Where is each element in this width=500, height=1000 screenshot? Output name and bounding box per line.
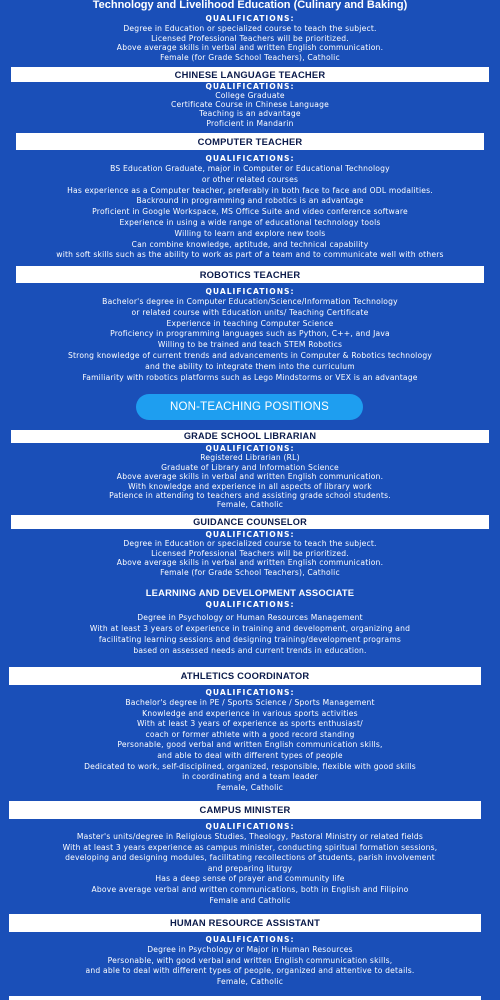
qualification-line: Licensed Professional Teachers will be prioritized. xyxy=(151,548,349,558)
section-tle-qualifications xyxy=(0,14,500,62)
qualification-line: Female, Catholic xyxy=(216,782,284,792)
qualification-line: developing and designing modules, facilitating recollections of students, parish involvement xyxy=(65,853,435,863)
qualification-line: Degree in Psychology or Human Resources Management xyxy=(137,613,363,622)
non-teaching-positions-heading: NON-TEACHING POSITIONS xyxy=(136,394,363,420)
qualification-line: With at least 3 years of experience as sports enthusiast/ xyxy=(137,719,363,729)
qualification-list xyxy=(0,945,500,987)
qualification-line: and able to deal with different types of people xyxy=(157,750,343,760)
qualification-line: BS Education Graduate, major in Computer or Educational Technology xyxy=(110,164,390,173)
qualification-line: coach or former athlete with a good record standing xyxy=(145,729,355,739)
qualification-line: and the ability to integrate them into the curriculum xyxy=(145,361,355,371)
qualification-line: Degree in Education or specialized course to teach the subject. xyxy=(123,24,377,33)
qualification-list xyxy=(0,297,500,383)
qualification-line: and able to deal with different types of people, organized and attentive to details. xyxy=(85,966,415,976)
qualification-line: Patience in attending to teachers and assisting grade school students. xyxy=(109,491,391,501)
qualifications-label: QUALIFICATIONS: xyxy=(205,822,295,831)
qualification-line: Willing to be trained and teach STEM Robotics xyxy=(157,340,343,350)
qualification-list xyxy=(0,698,500,793)
section-librarian-qualifications xyxy=(0,444,500,510)
qualification-line: Proficiency in programming languages such as Python, C++, and Java xyxy=(110,329,390,339)
qualification-line: Dedicated to work, self-disciplined, organized, responsible, flexible with good skills xyxy=(84,761,416,771)
qualifications-label: QUALIFICATIONS: xyxy=(205,935,295,944)
qualification-line: with soft skills such as the ability to work as part of a team and to communicate well with others xyxy=(56,250,444,260)
qualification-line: Licensed Professional Teachers will be prioritized. xyxy=(151,33,349,43)
qualification-line: Has a deep sense of prayer and community life xyxy=(155,874,345,884)
qualification-line: Certificate Course in Chinese Language xyxy=(171,100,329,110)
section-hr-qualifications xyxy=(0,935,500,987)
qualification-line: With at least 3 years of experience in training and development, organizing and xyxy=(89,624,411,633)
qualification-line: Female, Catholic xyxy=(216,976,284,986)
qualification-line: Experience in using a wide range of educational technology tools xyxy=(119,217,381,227)
qualification-line: College Graduate xyxy=(215,91,285,100)
position-header-campus-minister: CAMPUS MINISTER xyxy=(9,801,481,819)
qualifications-label: QUALIFICATIONS: xyxy=(205,530,295,539)
qualification-line: or related course with Education units/ Teaching Certificate xyxy=(131,307,369,317)
qualification-line: Registered Librarian (RL) xyxy=(200,453,300,463)
qualifications-label: QUALIFICATIONS: xyxy=(205,154,295,163)
qualifications-label: QUALIFICATIONS: xyxy=(205,82,295,91)
position-header-athletics-coordinator: ATHLETICS COORDINATOR xyxy=(9,667,481,685)
position-header-hr-assistant: HUMAN RESOURCE ASSISTANT xyxy=(9,914,481,932)
qualifications-label: QUALIFICATIONS: xyxy=(205,444,295,453)
qualification-line: With knowledge and experience in all aspects of library work xyxy=(128,481,372,491)
qualification-list xyxy=(0,612,500,656)
qualification-line: Has experience as a Computer teacher, preferably in both face to face and ODL modalities. xyxy=(67,185,433,195)
qualification-line: Teaching is an advantage xyxy=(199,109,301,119)
qualification-line: Degree in Psychology or Major in Human Resources xyxy=(147,945,353,954)
qualification-list xyxy=(0,24,500,62)
qualification-line: or other related courses xyxy=(201,174,299,184)
qualifications-label: QUALIFICATIONS: xyxy=(205,287,295,296)
qualification-list xyxy=(0,91,500,128)
section-learning-development xyxy=(0,585,500,656)
position-header-computer-teacher: COMPUTER TEACHER xyxy=(16,133,484,150)
qualification-line: Female and Catholic xyxy=(209,895,291,905)
qualification-line: Bachelor's degree in PE / Sports Science / Sports Management xyxy=(125,698,375,707)
qualification-line: based on assessed needs and current trends in education. xyxy=(133,646,367,655)
qualification-line: Graduate of Library and Information Science xyxy=(161,462,339,472)
position-header-guidance-counselor: GUIDANCE COUNSELOR xyxy=(11,515,489,529)
qualification-line: Female (for Grade School Teachers), Catholic xyxy=(160,567,340,577)
qualification-list xyxy=(0,453,500,509)
qualification-line: in coordinating and a team leader xyxy=(182,772,318,782)
section-chinese-qualifications xyxy=(0,82,500,128)
section-athletics-qualifications xyxy=(0,688,500,793)
position-header-robotics-teacher: ROBOTICS TEACHER xyxy=(16,266,484,283)
qualification-line: Backround in programming and robotics is an advantage xyxy=(136,196,364,206)
qualification-line: Above average skills in verbal and written English communication. xyxy=(116,43,384,53)
qualification-line: facilitating learning sessions and designing training/development programs xyxy=(98,635,402,644)
qualification-list xyxy=(0,539,500,577)
qualification-line: Proficient in Google Workspace, MS Office Suite and video conference software xyxy=(92,207,408,217)
qualification-line: Willing to learn and explore new tools xyxy=(174,228,326,238)
qualification-line: Proficient in Mandarin xyxy=(206,118,294,128)
qualification-line: and preparing liturgy xyxy=(207,863,293,873)
section-computer-qualifications xyxy=(0,154,500,261)
qualification-line: Bachelor's degree in Computer Education/Science/Information Technology xyxy=(102,297,398,306)
qualification-line: Can combine knowledge, aptitude, and technical capability xyxy=(131,239,369,249)
qualification-list xyxy=(0,164,500,261)
section-title-tle: Technology and Livelihood Education (Culinary and Baking) xyxy=(92,0,408,11)
qualification-list xyxy=(0,832,500,906)
qualification-line: Above average skills in verbal and written English communication. xyxy=(116,472,384,482)
qualification-line: Above average verbal and written communications, both in English and Filipino xyxy=(91,884,409,894)
qualification-line: Familiarity with robotics platforms such as Lego Mindstorms or VEX is an advantage xyxy=(82,372,418,382)
section-guidance-qualifications xyxy=(0,530,500,577)
qualification-line: Personable, good verbal and written English communication skills, xyxy=(117,740,383,750)
qualification-line: Above average skills in verbal and written English communication. xyxy=(116,558,384,568)
qualification-line: Degree in Education or specialized course to teach the subject. xyxy=(123,539,377,549)
qualification-line: Female, Catholic xyxy=(216,500,284,510)
qualification-line: Personable, with good verbal and written English communication skills, xyxy=(107,955,393,965)
qualifications-label: QUALIFICATIONS: xyxy=(205,600,295,609)
qualification-line: Strong knowledge of current trends and advancements in Computer & Robotics technology xyxy=(67,350,433,360)
section-robotics-qualifications xyxy=(0,287,500,383)
section-campus-qualifications xyxy=(0,822,500,906)
qualification-line: With at least 3 years experience as campus minister, conducting spiritual formation sessions, xyxy=(62,842,438,852)
position-header-librarian: GRADE SCHOOL LIBRARIAN xyxy=(11,430,489,443)
qualification-line: Master's units/degree in Religious Studies, Theology, Pastoral Ministry or related fields xyxy=(76,832,424,841)
qualification-line: Knowledge and experience in various sports activities xyxy=(142,708,358,718)
position-header-chinese-teacher: CHINESE LANGUAGE TEACHER xyxy=(11,67,489,82)
qualifications-label: QUALIFICATIONS: xyxy=(205,14,295,23)
qualifications-label: QUALIFICATIONS: xyxy=(205,688,295,697)
position-header-learning-development: LEARNING AND DEVELOPMENT ASSOCIATE xyxy=(145,587,355,598)
next-position-header-partial xyxy=(9,996,481,1000)
qualification-line: Experience in teaching Computer Science xyxy=(166,318,334,328)
qualification-line: Female (for Grade School Teachers), Catholic xyxy=(160,52,340,62)
